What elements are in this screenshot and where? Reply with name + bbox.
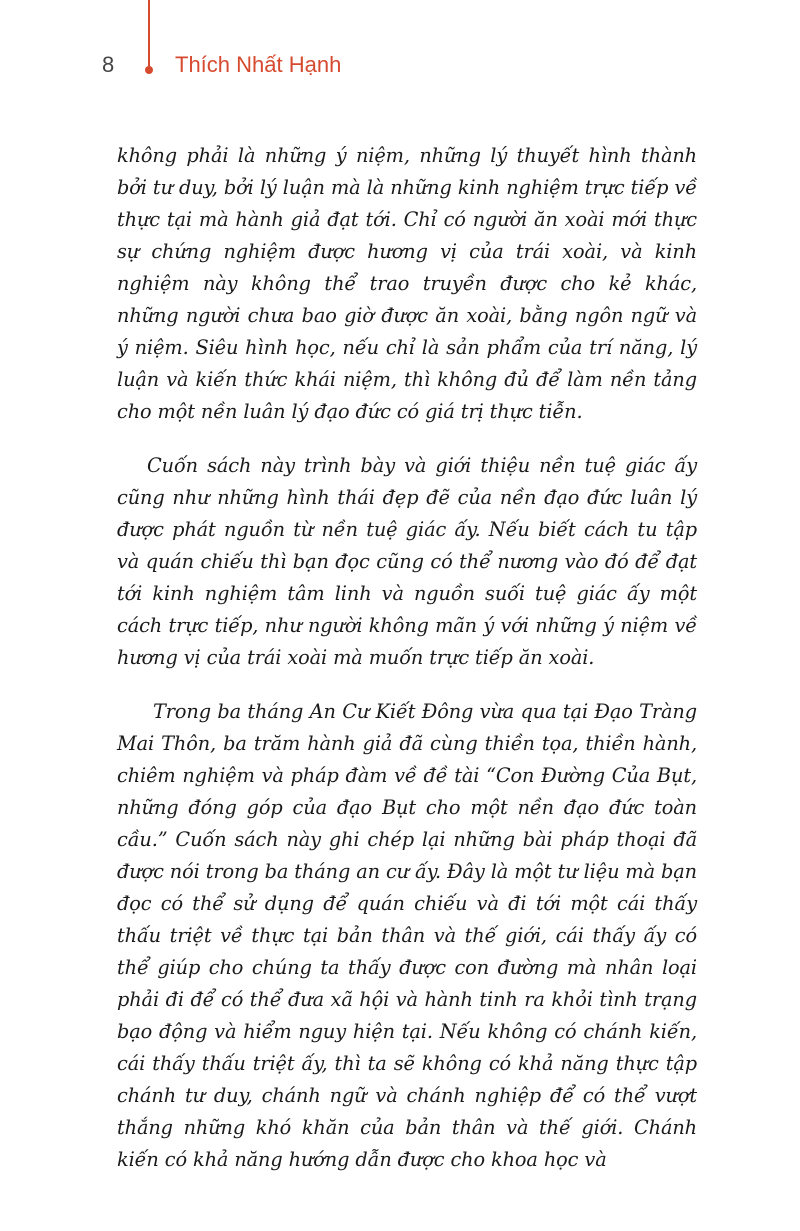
page-number: 8: [102, 52, 115, 77]
header-rule: [148, 0, 150, 68]
page-header: [0, 0, 800, 100]
paragraph-3: Trong ba tháng An Cư Kiết Đông vừa qua tại Đạo Tràng Mai Thôn, ba trăm hành giả đã cùng thiền tọa, thiền hành, chiêm nghiệm và pháp đàm về đề tài “Con Đường Của Bụt, những đóng góp của đạo Bụt cho một nền đạo đức toàn cầu.” Cuốn sách này ghi chép lại những bài pháp thoại đã được nói trong ba tháng an cư ấy. Đây là một tư liệu mà bạn đọc có thể sử dụng để quán chiếu và đi tới một cái thấy thấu triệt về thực tại bản thân và thế giới, cái thấy ấy có thể giúp cho chúng ta thấy được con đường mà nhân loại phải đi để có thể đưa xã hội và hành tinh ra khỏi tình trạng bạo động và hiểm nguy hiện tại. Nếu không có chánh kiến, cái thấy thấu triệt ấy, thì ta sẽ không có khả năng thực tập chánh tư duy, chánh ngữ và chánh nghiệp để có thể vượt thắng những khó khăn của bản thân và thế giới. Chánh kiến có khả năng hướng dẫn được cho khoa học và: [117, 700, 697, 1171]
header-rule-dot: [145, 66, 153, 74]
paragraph-1: không phải là những ý niệm, những lý thuyết hình thành bởi tư duy, bởi lý luận mà là những kinh nghiệm trực tiếp về thực tại mà hành giả đạt tới. Chỉ có người ăn xoài mới thực sự chứng nghiệm được hương vị của trái xoài, và kinh nghiệm này không thể trao truyền được cho kẻ khác, những người chưa bao giờ được ăn xoài, bằng ngôn ngữ và ý niệm. Siêu hình học, nếu chỉ là sản phẩm của trí năng, lý luận và kiến thức khái niệm, thì không đủ để làm nền tảng cho một nền luân lý đạo đức có giá trị thực tiễn.: [117, 144, 697, 423]
running-title: Thích Nhất Hạnh: [175, 52, 342, 77]
page-body: [117, 140, 697, 1198]
paragraph-2: Cuốn sách này trình bày và giới thiệu nền tuệ giác ấy cũng như những hình thái đẹp đẽ của nền đạo đức luân lý được phát nguồn từ nền tuệ giác ấy. Nếu biết cách tu tập và quán chiếu thì bạn đọc cũng có thể nương vào đó để đạt tới kinh nghiệm tâm linh và nguồn suối tuệ giác ấy một cách trực tiếp, như người không mãn ý với những ý niệm về hương vị của trái xoài mà muốn trực tiếp ăn xoài.: [117, 454, 697, 669]
